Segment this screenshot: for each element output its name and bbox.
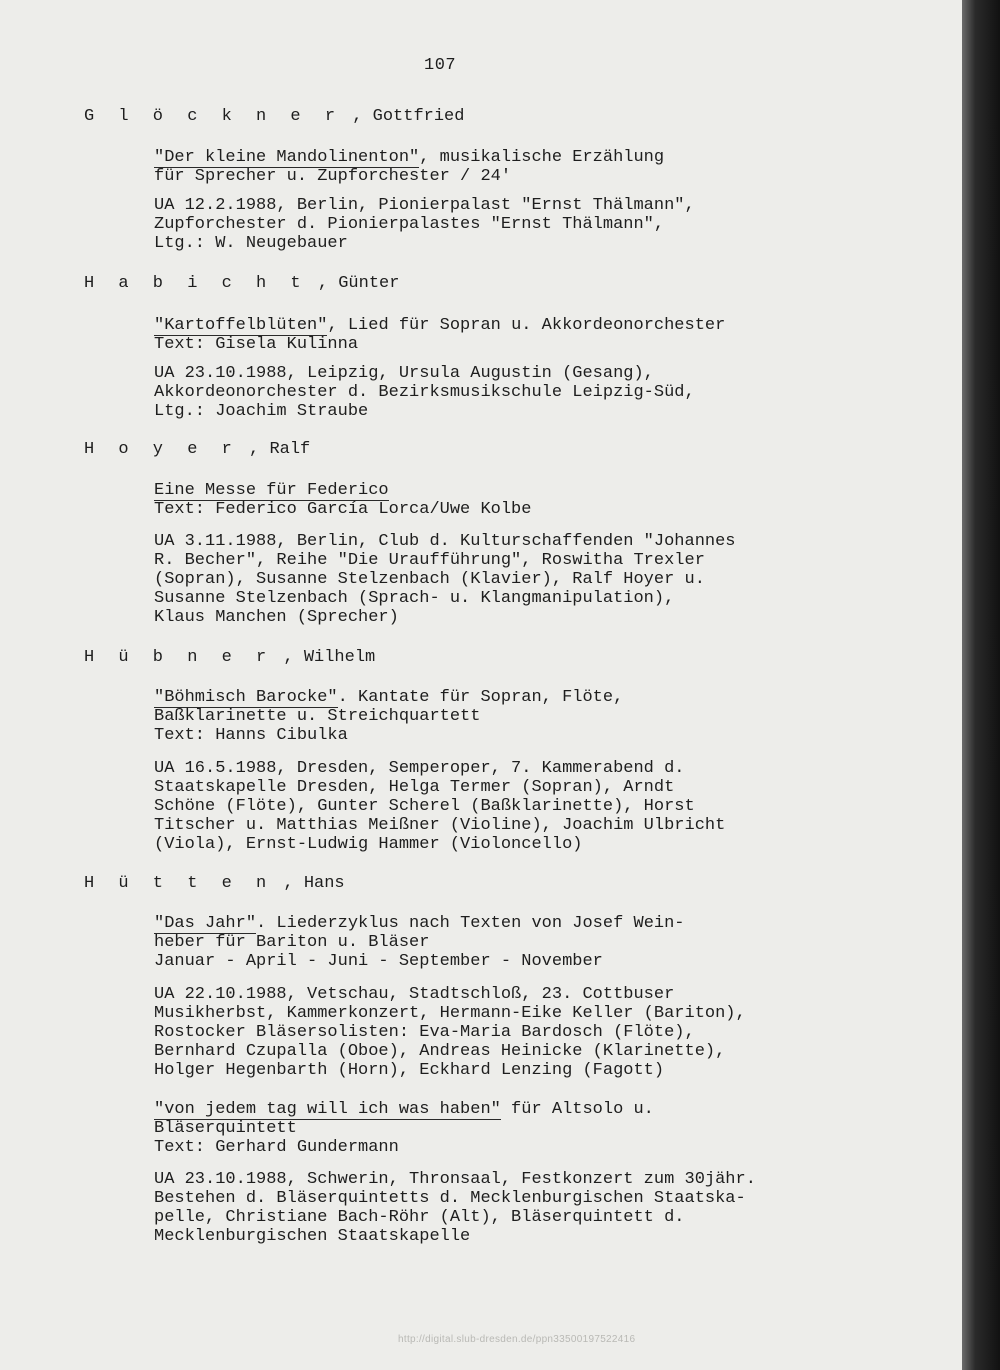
premiere-line: Titscher u. Matthias Meißner (Violine), Joachim Ulbricht	[154, 816, 726, 835]
composer-family-name: G l ö c k n e r	[84, 107, 343, 126]
composer-heading: H ü t t e n , Hans	[84, 874, 345, 893]
work-title: "Kartoffelblüten"	[154, 316, 328, 335]
composer-family-name: H ü t t e n	[84, 874, 274, 893]
composer-given-name: Hans	[303, 874, 345, 893]
premiere-line: R. Becher", Reihe "Die Uraufführung", Roswitha Trexler	[154, 551, 705, 570]
work-title: "Das Jahr"	[154, 914, 257, 933]
premiere-line: Schöne (Flöte), Gunter Scherel (Baßklarinette), Horst	[154, 797, 695, 816]
work-detail-line: Text: Gerhard Gundermann	[154, 1138, 399, 1157]
premiere-line: Staatskapelle Dresden, Helga Termer (Sopran), Arndt	[154, 778, 675, 797]
composer-heading: H o y e r , Ralf	[84, 440, 311, 459]
work-title-rest: , musikalische Erzählung	[419, 148, 665, 167]
composer-given-name: Ralf	[269, 440, 311, 459]
work-detail-line: für Sprecher u. Zupforchester / 24'	[154, 167, 512, 186]
work-entry	[154, 148, 664, 186]
work-entry	[154, 481, 531, 519]
premiere-line: Klaus Manchen (Sprecher)	[154, 608, 399, 627]
premiere-line: UA 22.10.1988, Vetschau, Stadtschloß, 23. Cottbuser	[154, 985, 675, 1004]
premiere-line: UA 23.10.1988, Schwerin, Thronsaal, Festkonzert zum 30jähr.	[154, 1170, 756, 1189]
composer-heading: H ü b n e r , Wilhelm	[84, 648, 376, 667]
premiere-line: pelle, Christiane Bach-Röhr (Alt), Bläserquintett d.	[154, 1208, 685, 1227]
work-title-rest: . Kantate für Sopran, Flöte,	[337, 688, 624, 707]
premiere-info	[154, 759, 725, 854]
premiere-line: Susanne Stelzenbach (Sprach- u. Klangmanipulation),	[154, 589, 675, 608]
work-detail-line: Text: Hanns Cibulka	[154, 726, 348, 745]
work-entry	[154, 688, 623, 745]
composer-family-name: H o y e r	[84, 440, 239, 459]
work-detail-line: Text: Gisela Kulinna	[154, 335, 359, 354]
premiere-line: UA 12.2.1988, Berlin, Pionierpalast "Ernst Thälmann",	[154, 196, 695, 215]
premiere-line: (Viola), Ernst-Ludwig Hammer (Violoncello)	[154, 835, 583, 854]
premiere-line: Bernhard Czupalla (Oboe), Andreas Heinicke (Klarinette),	[154, 1042, 726, 1061]
premiere-line: Ltg.: Joachim Straube	[154, 402, 369, 421]
premiere-line: Bestehen d. Bläserquintetts d. Mecklenburgischen Staatska-	[154, 1189, 746, 1208]
premiere-line: Akkordeonorchester d. Bezirksmusikschule Leipzig-Süd,	[154, 383, 695, 402]
premiere-line: Ltg.: W. Neugebauer	[154, 234, 348, 253]
work-title: Eine Messe für Federico	[154, 481, 389, 500]
premiere-line: Holger Hegenbarth (Horn), Eckhard Lenzing (Fagott)	[154, 1061, 665, 1080]
work-title: "Böhmisch Barocke"	[154, 688, 338, 707]
premiere-info	[154, 532, 736, 627]
work-entry	[154, 316, 725, 354]
work-detail-line: Bläserquintett	[154, 1119, 297, 1138]
composer-given-name: Günter	[338, 274, 400, 293]
premiere-info	[154, 1170, 756, 1246]
work-detail-line: Januar - April - Juni - September - November	[154, 952, 603, 971]
premiere-line: UA 16.5.1988, Dresden, Semperoper, 7. Kammerabend d.	[154, 759, 685, 778]
premiere-line: Musikherbst, Kammerkonzert, Hermann-Eike Keller (Bariton),	[154, 1004, 746, 1023]
page-number: 107	[424, 56, 457, 75]
composer-given-name: Gottfried	[372, 107, 465, 126]
work-detail-line: Text: Federico García Lorca/Uwe Kolbe	[154, 500, 532, 519]
premiere-line: UA 23.10.1988, Leipzig, Ursula Augustin (Gesang),	[154, 364, 654, 383]
work-detail-line: heber für Bariton u. Bläser	[154, 933, 430, 952]
composer-family-name: H ü b n e r	[84, 648, 274, 667]
premiere-info	[154, 196, 695, 253]
composer-heading: H a b i c h t , Günter	[84, 274, 400, 293]
premiere-line: Mecklenburgischen Staatskapelle	[154, 1227, 471, 1246]
premiere-line: Rostocker Bläsersolisten: Eva-Maria Bardosch (Flöte),	[154, 1023, 695, 1042]
premiere-line: (Sopran), Susanne Stelzenbach (Klavier), Ralf Hoyer u.	[154, 570, 705, 589]
composer-heading: G l ö c k n e r , Gottfried	[84, 107, 465, 126]
premiere-line: Zupforchester d. Pionierpalastes "Ernst Thälmann",	[154, 215, 665, 234]
premiere-info	[154, 985, 746, 1080]
composer-family-name: H a b i c h t	[84, 274, 308, 293]
work-entry	[154, 914, 685, 971]
work-detail-line: Baßklarinette u. Streichquartett	[154, 707, 481, 726]
book-edge	[962, 0, 1000, 1370]
work-title-rest: für Altsolo u.	[500, 1100, 654, 1119]
premiere-info	[154, 364, 695, 421]
premiere-line: UA 3.11.1988, Berlin, Club d. Kulturschaffenden "Johannes	[154, 532, 736, 551]
work-entry	[154, 1100, 654, 1157]
work-title: "Der kleine Mandolinenton"	[154, 148, 420, 167]
composer-given-name: Wilhelm	[303, 648, 376, 667]
work-title-rest: , Lied für Sopran u. Akkordeonorchester	[327, 316, 726, 335]
work-title-rest: . Liederzyklus nach Texten von Josef Wein-	[256, 914, 685, 933]
source-url: http://digital.slub-dresden.de/ppn33500197522416	[398, 1334, 636, 1345]
work-title: "von jedem tag will ich was haben"	[154, 1100, 501, 1119]
